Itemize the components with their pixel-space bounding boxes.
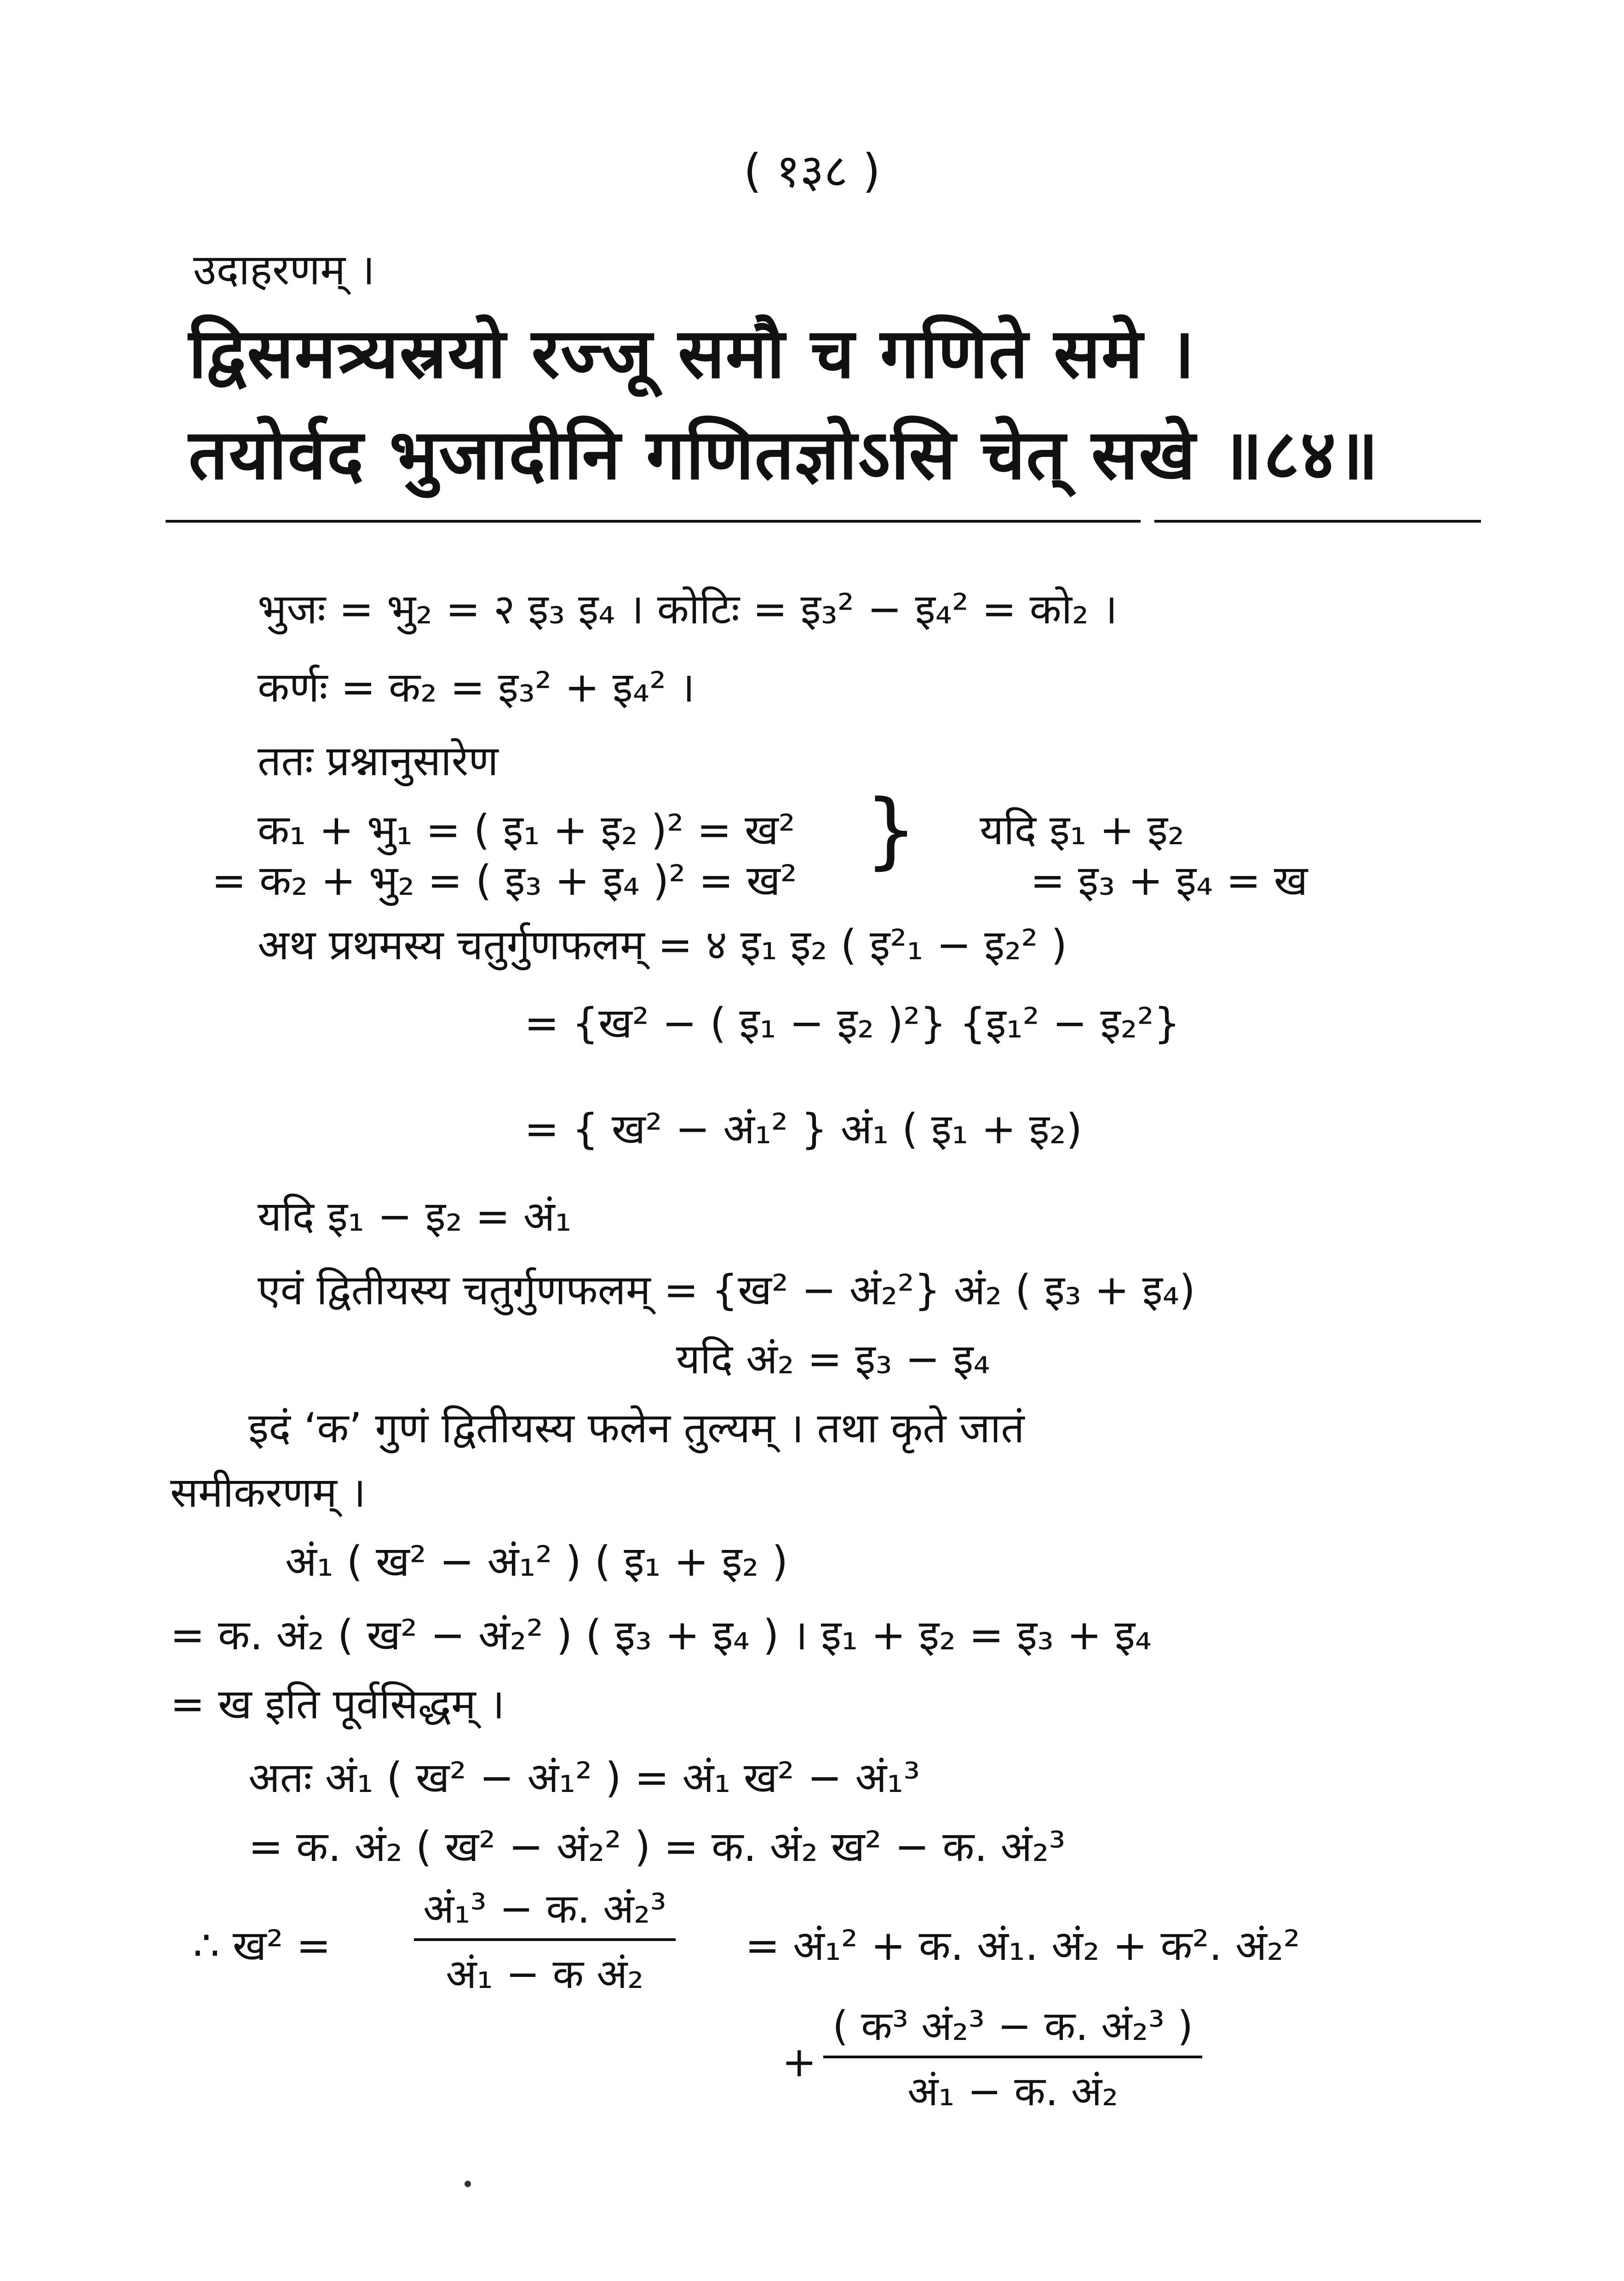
fraction-1 — [414, 1879, 676, 2000]
text-multiply: इदं ‘क’ गुणं द्वितीयस्य फलेन तुल्यम् । तथा कृते जातं — [248, 1404, 1025, 1452]
eq-ang2-def: यदि अं₂ = इ₃ − इ₄ — [676, 1335, 990, 1383]
text-samikaranam: समीकरणम् । — [170, 1469, 366, 1517]
eq-lhs: अं₁ ( ख² − अं₁² ) ( इ₁ + इ₂ ) — [285, 1538, 788, 1586]
section-divider — [166, 520, 1141, 523]
eq-first-area-expand: = {ख² − ( इ₁ − इ₂ )²} {इ₁² − इ₂²} — [524, 999, 1181, 1048]
eq-atah-2: = क. अं₂ ( ख² − अं₂² ) = क. अं₂ ख² − क. अं₂³ — [248, 1823, 1066, 1871]
eq-karna: कर्णः = क₂ = इ₃² + इ₄² । — [258, 663, 695, 712]
example-heading: उदाहरणम् । — [193, 245, 375, 294]
eq-first-area: अथ प्रथमस्य चतुर्गुणफलम् = ४ इ₁ इ₂ ( इ²₁ − इ₂² ) — [258, 921, 1067, 969]
eq-sum-2: = क₂ + भु₂ = ( इ₃ + इ₄ )² = ख² — [212, 857, 797, 905]
fraction-2-numerator: ( क³ अं₂³ − क. अं₂³ ) — [823, 1997, 1202, 2058]
verse-line-2: तयोर्वद भुजादीनि गणितज्ञोऽसि चेत् सखे ॥८४॥ — [189, 415, 1379, 495]
section-divider-right — [1154, 520, 1481, 523]
eq-rhs: = क. अं₂ ( ख² − अं₂² ) ( इ₃ + इ₄ ) । इ₁ + इ₂ = इ₃ + इ₄ — [170, 1611, 1152, 1659]
plus-sign: + — [782, 2038, 817, 2086]
fraction-2 — [823, 1997, 1202, 2117]
fraction-1-denominator: अं₁ − क अं₂ — [446, 1950, 644, 1998]
eq-ang1-def: यदि इ₁ − इ₂ = अं₁ — [258, 1192, 572, 1241]
condition-1: यदि इ₁ + इ₂ — [980, 806, 1185, 854]
fraction-1-numerator: अं₁³ − क. अं₂³ — [414, 1879, 676, 1941]
speck — [465, 2181, 471, 2187]
fraction-2-denominator: अं₁ − क. अं₂ — [907, 2068, 1119, 2115]
right-brace: } — [865, 782, 918, 878]
page-number: ( १३८ ) — [743, 144, 881, 198]
text-purvasiddham: = ख इति पूर्वसिद्धम् । — [170, 1680, 505, 1728]
eq-atah-1: अतः अं₁ ( ख² − अं₁² ) = अं₁ ख² − अं₁³ — [248, 1754, 920, 1802]
eq-sum-1: क₁ + भु₁ = ( इ₁ + इ₂ )² = ख² — [258, 806, 795, 854]
eq-bhuja-koti: भुजः = भु₂ = २ इ₃ इ₄ । कोटिः = इ₃² − इ₄² = को₂ । — [258, 585, 1118, 634]
eq-first-area-simplify: = { ख² − अं₁² } अं₁ ( इ₁ + इ₂) — [524, 1105, 1083, 1153]
therefore-kha: ∴ ख² = — [193, 1922, 331, 1970]
tatah-line: ततः प्रश्नानुसारेण — [258, 737, 499, 785]
eq-result: = अं₁² + क. अं₁. अं₂ + क². अं₂² — [745, 1922, 1300, 1970]
condition-2: = इ₃ + इ₄ = ख — [1030, 857, 1308, 905]
verse-line-1: द्विसमत्र्यस्रयो रज्जू समौ च गणिते समे । — [189, 314, 1196, 394]
eq-second-area: एवं द्वितीयस्य चतुर्गुणफलम् = {ख² − अं₂²} अं₂ ( इ₃ + इ₄) — [258, 1266, 1195, 1314]
